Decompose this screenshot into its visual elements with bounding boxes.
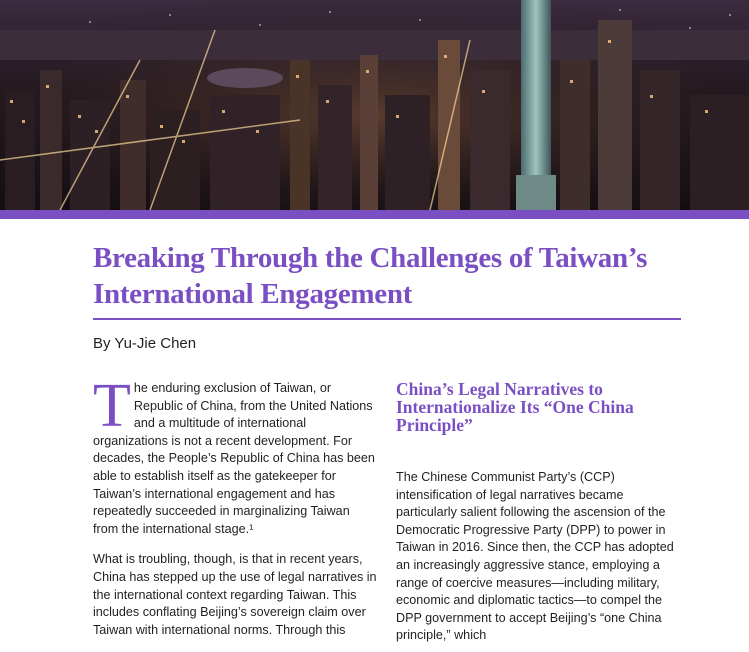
body-paragraph: What is troubling, though, is that in recent years, China has stepped up the use of legal narratives in the international context regarding Taiwan. This includes conflating Beijing’s sovereign claim over Taiwan with international norms. Through this [93,552,377,637]
intro-paragraph [93,372,378,538]
section-paragraph: The Chinese Communist Party’s (CCP) intensification of legal narratives became particularly salient following the ascension of the Democratic Progressive Party (DPP) to power in Taiwan in 2016. Since then, the CCP has adopted an increasingly aggressive stance, employing a range of coercive measures—including military, economic and diplomatic tactics—to compel the DPP government to accept Beijing’s “one China principle,” which [396,470,674,643]
left-column [93,372,378,652]
title-divider [93,318,681,320]
section-heading: China’s Legal Narratives to Internationalize Its “One China Principle” [396,379,634,435]
byline: By Yu-Jie Chen [93,335,197,352]
accent-band [0,210,749,219]
drop-cap: T [93,372,131,440]
right-column [396,380,686,645]
hero-cityscape-image [0,0,749,210]
intro-paragraph-text: he enduring exclusion of Taiwan, or Republic of China, from the United Nations and a multitude of international organizations is not a recent development. For decades, the People’s Republic of China has been able to establish itself as the gatekeeper for Taiwan’s international engagement and has repeatedly succeeded in marginalizing Taiwan from the international stage.¹ [93,381,375,536]
article-title: Breaking Through the Challenges of Taiwan’s International Engagement [93,242,648,310]
